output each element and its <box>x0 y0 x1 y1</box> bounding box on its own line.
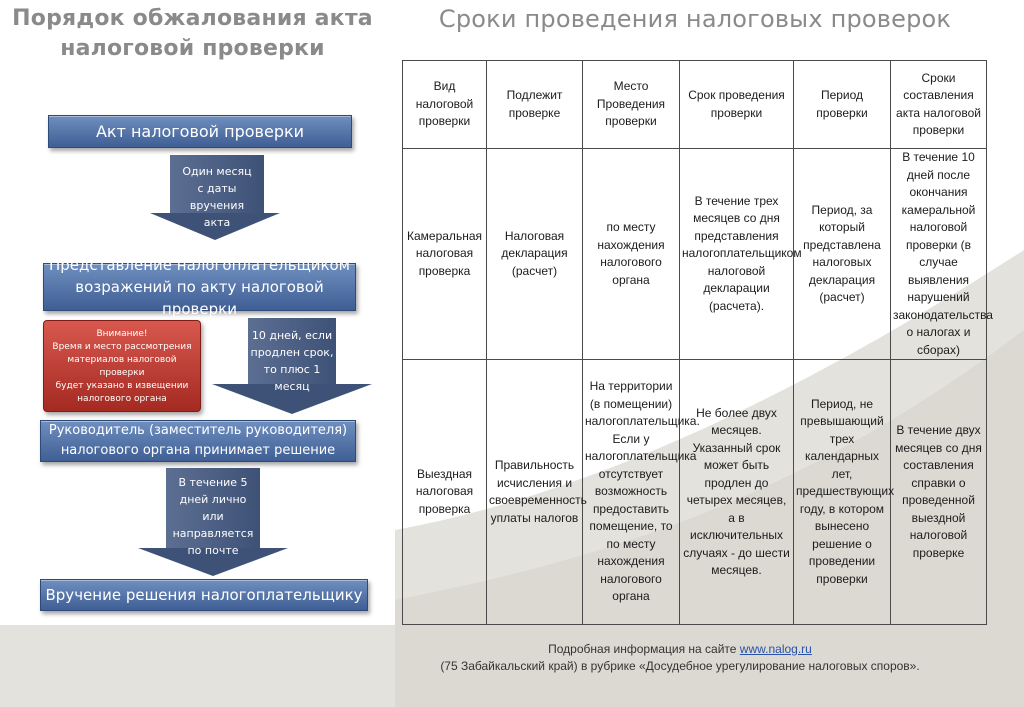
warning-box-line-3: материалов налоговой проверки <box>67 355 177 378</box>
table-cell: Не более двух месяцев. Указанный срок может быть продлен до четырех месяцев, а в исключительных случаях - до шести месяцев. <box>680 360 794 625</box>
table-header-cell: Период проверки <box>794 61 891 149</box>
warning-box-line-2: Время и место рассмотрения <box>52 342 192 352</box>
flow-arrow-ten-days-line-1: 10 дней, если <box>251 329 333 342</box>
flow-step-act <box>48 115 352 148</box>
table-header-row <box>403 61 987 149</box>
flow-step-objections <box>43 256 356 318</box>
flow-arrow-five-days-line-1: В течение 5 <box>178 476 248 489</box>
flow-arrow-five-days-line-5: по почте <box>187 544 239 557</box>
table-cell: В течение трех месяцев со дня представления налогоплательщиком налоговой декларации (расчета). <box>680 149 794 360</box>
flow-arrow-five-days-line-4: направляется <box>172 527 254 540</box>
table-header-cell: Место Проведения проверки <box>583 61 680 149</box>
flow-arrow-ten-days-line-2: продлен срок, <box>250 346 334 359</box>
table-cell: по месту нахождения налогового органа <box>583 149 680 360</box>
left-title <box>0 4 385 64</box>
table-cell: В течение двух месяцев со дня составления справки о проведенной выездной налоговой проверке <box>891 360 987 625</box>
table-header-cell: Подлежит проверке <box>487 61 583 149</box>
nalog-website-link[interactable]: www.nalog.ru <box>739 642 812 656</box>
right-title: Сроки проведения налоговых проверок <box>438 5 952 33</box>
table-cell: В течение 10 дней после окончания камеральной налоговой проверки (в случае выявления нарушений законодательства о налогах и сборах) <box>891 149 987 360</box>
table-row <box>403 149 987 360</box>
flow-step-delivery <box>40 579 368 611</box>
table-cell: Период, не превышающий трех календарных лет, предшествующих году, в котором вынесено решение о проведении проверки <box>794 360 891 625</box>
footer-line-1 <box>420 641 940 658</box>
flow-step-decision <box>40 420 356 462</box>
flow-arrow-five-days-line-2: дней лично <box>179 493 247 506</box>
flow-step-objections-line-1: Представление налогоплательщиком <box>48 256 351 274</box>
flow-arrow-one-month-line-1: Один месяц <box>182 165 252 178</box>
footer-prefix: Подробная информация на сайте <box>548 642 740 656</box>
left-title-line-2: налоговой проверки <box>60 36 325 61</box>
table-header-cell: Вид налоговой проверки <box>403 61 487 149</box>
flow-arrow-one-month <box>150 155 280 240</box>
footer-line-2: (75 Забайкальский край) в рубрике «Досудебное урегулирование налоговых споров». <box>440 659 920 673</box>
flow-arrow-ten-days <box>212 318 372 414</box>
table-header-cell: Сроки составления акта налоговой проверки <box>891 61 987 149</box>
warning-box <box>43 320 201 412</box>
table-cell: Камеральная налоговая проверка <box>403 149 487 360</box>
flow-step-objections-line-2: возражений по акту налоговой проверки <box>75 278 324 318</box>
flow-arrow-ten-days-line-3: то плюс 1 <box>263 363 321 376</box>
table-row <box>403 360 987 625</box>
flow-step-act-label: Акт налоговой проверки <box>95 122 305 141</box>
table-cell: На территории (в помещении) налогоплательщика. Если у налогоплательщика отсутствует возможность предоставить помещение, то по месту нахождения налогового органа <box>583 360 680 625</box>
flow-step-delivery-label: Вручение решения налогоплательщику <box>45 586 363 604</box>
left-title-line-1: Порядок обжалования акта <box>12 6 373 31</box>
table-cell: Период, за который представлена налоговых декларация (расчет) <box>794 149 891 360</box>
flow-arrow-five-days-line-3: или <box>202 510 224 523</box>
audit-terms-table <box>402 60 993 625</box>
table-cell: Выездная налоговая проверка <box>403 360 487 625</box>
warning-box-line-4: будет указано в извещении <box>55 381 189 391</box>
table-cell: Налоговая декларация (расчет) <box>487 149 583 360</box>
table-cell: Правильность исчисления и своевременность уплаты налогов <box>487 360 583 625</box>
flow-arrow-one-month-line-4: акта <box>203 216 231 229</box>
flow-arrow-five-days <box>138 468 288 576</box>
flow-arrow-ten-days-line-4: месяц <box>274 380 310 393</box>
warning-box-line-5: налогового органа <box>77 394 167 404</box>
table-header-cell: Срок проведения проверки <box>680 61 794 149</box>
flow-step-decision-line-1: Руководитель (заместитель руководителя) <box>48 423 348 438</box>
flow-step-decision-line-2: налогового органа принимает решение <box>60 443 336 458</box>
flow-arrow-one-month-line-2: с даты <box>197 182 237 195</box>
footer-note <box>420 641 940 675</box>
flow-arrow-one-month-line-3: вручения <box>189 199 245 212</box>
warning-box-line-1: Внимание! <box>96 329 148 339</box>
